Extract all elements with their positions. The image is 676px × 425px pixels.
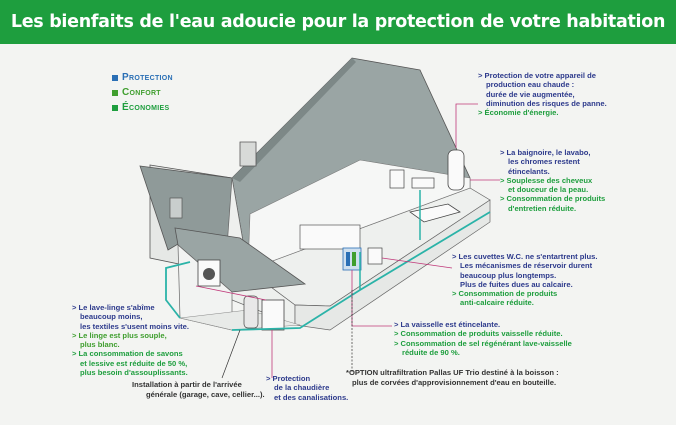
note-line: > Consommation de sel régénérant lave-vaisselle xyxy=(394,338,572,348)
note-chaudiere xyxy=(266,374,348,402)
note-vaisselle xyxy=(394,320,572,357)
note-line: et lessive est réduite de 50 %, xyxy=(80,358,188,368)
note-line: diminution des risques de panne. xyxy=(486,98,607,108)
note-line: étincelants. xyxy=(508,166,550,176)
note-line: beaucoup moins, xyxy=(80,312,143,322)
note-wc xyxy=(452,252,598,308)
note-line: et douceur de la peau. xyxy=(508,185,589,195)
note-line: > La consommation de savons xyxy=(72,349,183,359)
note-line: réduite de 90 %. xyxy=(402,347,460,357)
note-line: > Protection xyxy=(266,374,311,383)
note-option xyxy=(346,368,559,387)
note-line: générale (garage, cave, cellier...). xyxy=(146,389,265,399)
note-line: plus besoin d'assouplissants. xyxy=(80,368,188,378)
note-line: Plus de fuites dues au calcaire. xyxy=(460,279,573,289)
note-salle-de-bain xyxy=(500,148,605,213)
note-line: d'entretien réduite. xyxy=(508,203,577,213)
legend-label-confort: Confort xyxy=(122,87,161,98)
note-line: plus blanc. xyxy=(80,340,120,350)
washbasin xyxy=(412,178,434,188)
wc xyxy=(390,170,404,188)
softener xyxy=(244,296,258,328)
legend-label-protection: Protection xyxy=(122,72,173,83)
note-line: durée de vie augmentée, xyxy=(486,89,575,99)
filter-cartridge xyxy=(352,252,356,266)
wc-lower xyxy=(368,248,382,264)
note-line: les textiles s'usent moins vite. xyxy=(80,321,190,331)
note-line: > Consommation de produits xyxy=(500,194,606,204)
note-line: > Économie d'énergie. xyxy=(478,108,559,118)
note-line: > La vaisselle est étincelante. xyxy=(394,320,501,329)
note-line: anti-calcaire réduite. xyxy=(460,298,534,308)
washing-machine-door xyxy=(203,268,215,280)
note-line: et des canalisations. xyxy=(274,392,349,402)
note-installation xyxy=(132,380,265,399)
note-line: > Le lave-linge s'abîme xyxy=(72,303,155,312)
house-window xyxy=(170,198,182,218)
note-line: Les mécanismes de réservoir durent xyxy=(460,261,593,271)
note-line: plus de corvées d'approvisionnement d'eau en bouteille. xyxy=(352,377,557,387)
boiler xyxy=(262,300,284,330)
note-line: production eau chaude : xyxy=(486,80,575,90)
note-chauffe-eau xyxy=(478,71,607,117)
filter-cartridge xyxy=(346,252,350,266)
page-title: Les bienfaits de l'eau adoucie pour la protection de votre habitation xyxy=(10,12,666,32)
leader-line-installation xyxy=(222,330,240,378)
legend-label-economies: Économies xyxy=(122,102,170,113)
note-line: les chromes restent xyxy=(508,157,580,167)
note-line: beaucoup plus longtemps. xyxy=(460,270,557,280)
note-linge xyxy=(72,303,189,377)
note-line: de la chaudière xyxy=(274,383,330,393)
note-line: > Souplesse des cheveux xyxy=(500,175,593,185)
note-line: > La baignoire, le lavabo, xyxy=(500,148,591,157)
leader-line-chauffe-eau xyxy=(456,104,478,148)
note-line: > Protection de votre appareil de xyxy=(478,71,596,80)
kitchen-cabinet xyxy=(300,225,360,249)
note-line: *OPTION ultrafiltration Pallas UF Trio destiné à la boisson : xyxy=(346,368,559,377)
note-line: > Le linge est plus souple, xyxy=(72,330,167,340)
note-line: > Les cuvettes W.C. ne s'entartrent plus. xyxy=(452,252,598,261)
note-line: > Consommation de produits xyxy=(452,289,558,299)
water-heater xyxy=(448,150,464,190)
note-line: Installation à partir de l'arrivée xyxy=(132,380,242,389)
chimney xyxy=(240,142,256,166)
note-line: > Consommation de produits vaisselle réduite. xyxy=(394,329,563,339)
